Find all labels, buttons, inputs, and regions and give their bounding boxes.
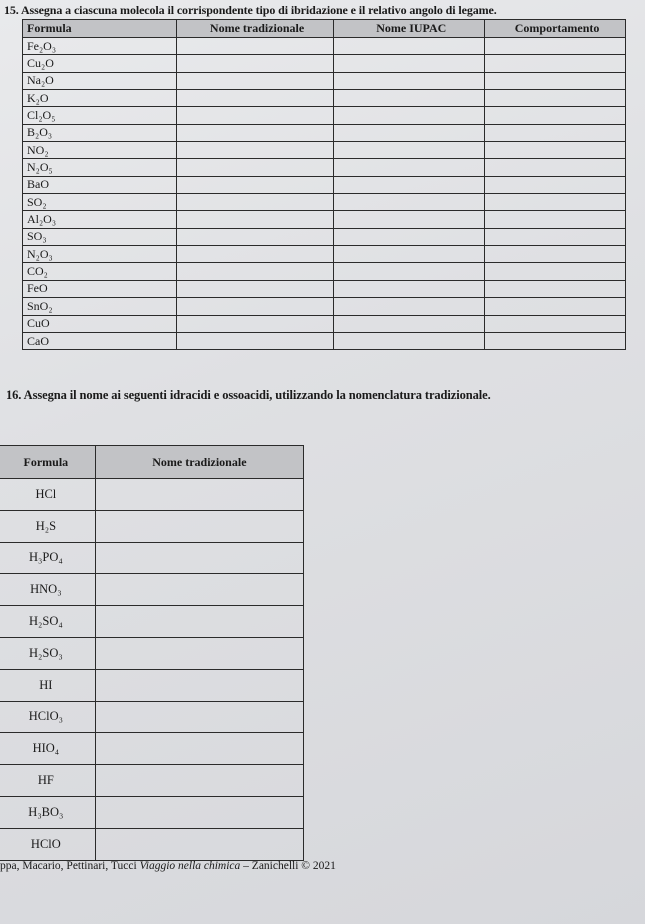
answer-cell[interactable] bbox=[485, 142, 626, 159]
answer-cell[interactable] bbox=[485, 211, 626, 228]
answer-cell[interactable] bbox=[334, 298, 485, 315]
answer-cell[interactable] bbox=[176, 176, 334, 193]
answer-cell[interactable] bbox=[176, 159, 334, 176]
oxide-row bbox=[23, 176, 626, 193]
question-16-title: 16. Assegna il nome ai seguenti idracidi e ossoacidi, utilizzando la nomenclatura tradizionale. bbox=[6, 388, 491, 402]
formula-cell: HIO₄ bbox=[0, 733, 95, 765]
formula-cell: SO₃ bbox=[23, 228, 177, 245]
answer-cell[interactable] bbox=[485, 280, 626, 297]
oxide-row bbox=[23, 159, 626, 176]
answer-cell[interactable] bbox=[176, 263, 334, 280]
answer-cell[interactable] bbox=[485, 228, 626, 245]
answer-cell[interactable] bbox=[334, 107, 485, 124]
answer-cell[interactable] bbox=[485, 72, 626, 89]
answer-cell[interactable] bbox=[95, 828, 303, 860]
answer-cell[interactable] bbox=[485, 332, 626, 349]
formula-cell: Al₂O₃ bbox=[23, 211, 177, 228]
acid-row bbox=[0, 669, 304, 701]
oxide-row bbox=[23, 90, 626, 107]
answer-cell[interactable] bbox=[176, 246, 334, 263]
answer-cell[interactable] bbox=[485, 176, 626, 193]
answer-cell[interactable] bbox=[176, 280, 334, 297]
formula-cell: HClO₃ bbox=[0, 701, 95, 733]
formula-cell: Cu₂O bbox=[23, 55, 177, 72]
acid-row bbox=[0, 796, 304, 828]
answer-cell[interactable] bbox=[334, 228, 485, 245]
answer-cell[interactable] bbox=[176, 298, 334, 315]
header-nome-iupac: Nome IUPAC bbox=[334, 20, 485, 38]
oxide-row bbox=[23, 280, 626, 297]
answer-cell[interactable] bbox=[485, 38, 626, 55]
oxide-row bbox=[23, 211, 626, 228]
answer-cell[interactable] bbox=[176, 194, 334, 211]
acid-row bbox=[0, 765, 304, 797]
oxide-row bbox=[23, 38, 626, 55]
formula-cell: HI bbox=[0, 669, 95, 701]
answer-cell[interactable] bbox=[176, 55, 334, 72]
answer-cell[interactable] bbox=[95, 542, 303, 574]
answer-cell[interactable] bbox=[176, 142, 334, 159]
footer-book-title: Viaggio nella chimica bbox=[139, 860, 241, 872]
answer-cell[interactable] bbox=[485, 90, 626, 107]
answer-cell[interactable] bbox=[95, 479, 303, 511]
acids-table bbox=[0, 445, 304, 861]
header-comportamento: Comportamento bbox=[485, 20, 626, 38]
formula-cell: K₂O bbox=[23, 90, 177, 107]
acid-row bbox=[0, 828, 304, 860]
answer-cell[interactable] bbox=[176, 211, 334, 228]
oxide-row bbox=[23, 246, 626, 263]
answer-cell[interactable] bbox=[485, 263, 626, 280]
formula-cell: HNO₃ bbox=[0, 574, 95, 606]
formula-cell: H₃BO₃ bbox=[0, 796, 95, 828]
formula-cell: CO₂ bbox=[23, 263, 177, 280]
formula-cell: Cl₂O₅ bbox=[23, 107, 177, 124]
answer-cell[interactable] bbox=[334, 142, 485, 159]
formula-cell: H₂SO₄ bbox=[0, 606, 95, 638]
answer-cell[interactable] bbox=[334, 176, 485, 193]
oxide-row bbox=[23, 55, 626, 72]
answer-cell[interactable] bbox=[485, 159, 626, 176]
oxides-table bbox=[22, 19, 626, 350]
answer-cell[interactable] bbox=[334, 332, 485, 349]
oxide-row bbox=[23, 107, 626, 124]
formula-cell: H₃PO₄ bbox=[0, 542, 95, 574]
answer-cell[interactable] bbox=[334, 55, 485, 72]
acid-row bbox=[0, 479, 304, 511]
answer-cell[interactable] bbox=[485, 124, 626, 141]
footer-publisher: – Zanichelli © 2021 bbox=[243, 860, 336, 872]
formula-cell: BaO bbox=[23, 176, 177, 193]
formula-cell: CaO bbox=[23, 332, 177, 349]
acid-row bbox=[0, 637, 304, 669]
answer-cell[interactable] bbox=[334, 211, 485, 228]
answer-cell[interactable] bbox=[176, 107, 334, 124]
answer-cell[interactable] bbox=[176, 38, 334, 55]
acid-row bbox=[0, 701, 304, 733]
answer-cell[interactable] bbox=[334, 38, 485, 55]
acid-row bbox=[0, 574, 304, 606]
answer-cell[interactable] bbox=[95, 606, 303, 638]
acid-row bbox=[0, 733, 304, 765]
answer-cell[interactable] bbox=[334, 124, 485, 141]
answer-cell[interactable] bbox=[176, 124, 334, 141]
formula-cell: H₂SO₃ bbox=[0, 637, 95, 669]
acids-header-row bbox=[0, 446, 304, 479]
formula-cell: Fe₂O₃ bbox=[23, 38, 177, 55]
header-formula: Formula bbox=[23, 20, 177, 38]
answer-cell[interactable] bbox=[95, 669, 303, 701]
oxide-row bbox=[23, 142, 626, 159]
oxide-row bbox=[23, 124, 626, 141]
answer-cell[interactable] bbox=[176, 332, 334, 349]
acid-row bbox=[0, 510, 304, 542]
answer-cell[interactable] bbox=[95, 701, 303, 733]
answer-cell[interactable] bbox=[95, 733, 303, 765]
answer-cell[interactable] bbox=[95, 796, 303, 828]
answer-cell[interactable] bbox=[485, 246, 626, 263]
answer-cell[interactable] bbox=[334, 280, 485, 297]
oxide-row bbox=[23, 315, 626, 332]
header-nome-tradizionale: Nome tradizionale bbox=[95, 446, 303, 479]
oxide-row bbox=[23, 194, 626, 211]
acid-row bbox=[0, 542, 304, 574]
answer-cell[interactable] bbox=[176, 315, 334, 332]
header-nome-tradizionale: Nome tradizionale bbox=[176, 20, 334, 38]
oxides-header-row bbox=[23, 20, 626, 38]
answer-cell[interactable] bbox=[334, 315, 485, 332]
answer-cell[interactable] bbox=[485, 194, 626, 211]
formula-cell: CuO bbox=[23, 315, 177, 332]
answer-cell[interactable] bbox=[334, 72, 485, 89]
answer-cell[interactable] bbox=[95, 637, 303, 669]
formula-cell: N₂O₃ bbox=[23, 246, 177, 263]
formula-cell: SnO₂ bbox=[23, 298, 177, 315]
answer-cell[interactable] bbox=[176, 90, 334, 107]
answer-cell[interactable] bbox=[334, 246, 485, 263]
oxide-row bbox=[23, 298, 626, 315]
oxide-row bbox=[23, 332, 626, 349]
formula-cell: B₂O₃ bbox=[23, 124, 177, 141]
oxide-row bbox=[23, 263, 626, 280]
footer-credit bbox=[0, 860, 336, 872]
answer-cell[interactable] bbox=[485, 298, 626, 315]
answer-cell[interactable] bbox=[334, 263, 485, 280]
oxide-row bbox=[23, 72, 626, 89]
formula-cell: H₂S bbox=[0, 510, 95, 542]
answer-cell[interactable] bbox=[176, 228, 334, 245]
formula-cell: NO₂ bbox=[23, 142, 177, 159]
answer-cell[interactable] bbox=[95, 574, 303, 606]
answer-cell[interactable] bbox=[485, 55, 626, 72]
oxide-row bbox=[23, 228, 626, 245]
answer-cell[interactable] bbox=[485, 107, 626, 124]
answer-cell[interactable] bbox=[334, 90, 485, 107]
answer-cell[interactable] bbox=[485, 315, 626, 332]
answer-cell[interactable] bbox=[334, 159, 485, 176]
header-formula: Formula bbox=[0, 446, 95, 479]
answer-cell[interactable] bbox=[95, 510, 303, 542]
formula-cell: SO₂ bbox=[23, 194, 177, 211]
acid-row bbox=[0, 606, 304, 638]
answer-cell[interactable] bbox=[176, 72, 334, 89]
formula-cell: FeO bbox=[23, 280, 177, 297]
formula-cell: HCl bbox=[0, 479, 95, 511]
footer-authors: ppa, Macario, Pettinari, Tucci bbox=[0, 860, 137, 872]
formula-cell: HClO bbox=[0, 828, 95, 860]
formula-cell: N₂O₅ bbox=[23, 159, 177, 176]
formula-cell: Na₂O bbox=[23, 72, 177, 89]
answer-cell[interactable] bbox=[334, 194, 485, 211]
answer-cell[interactable] bbox=[95, 765, 303, 797]
formula-cell: HF bbox=[0, 765, 95, 797]
question-15-title: 15. Assegna a ciascuna molecola il corrispondente tipo di ibridazione e il relativo angolo di legame. bbox=[4, 3, 497, 17]
